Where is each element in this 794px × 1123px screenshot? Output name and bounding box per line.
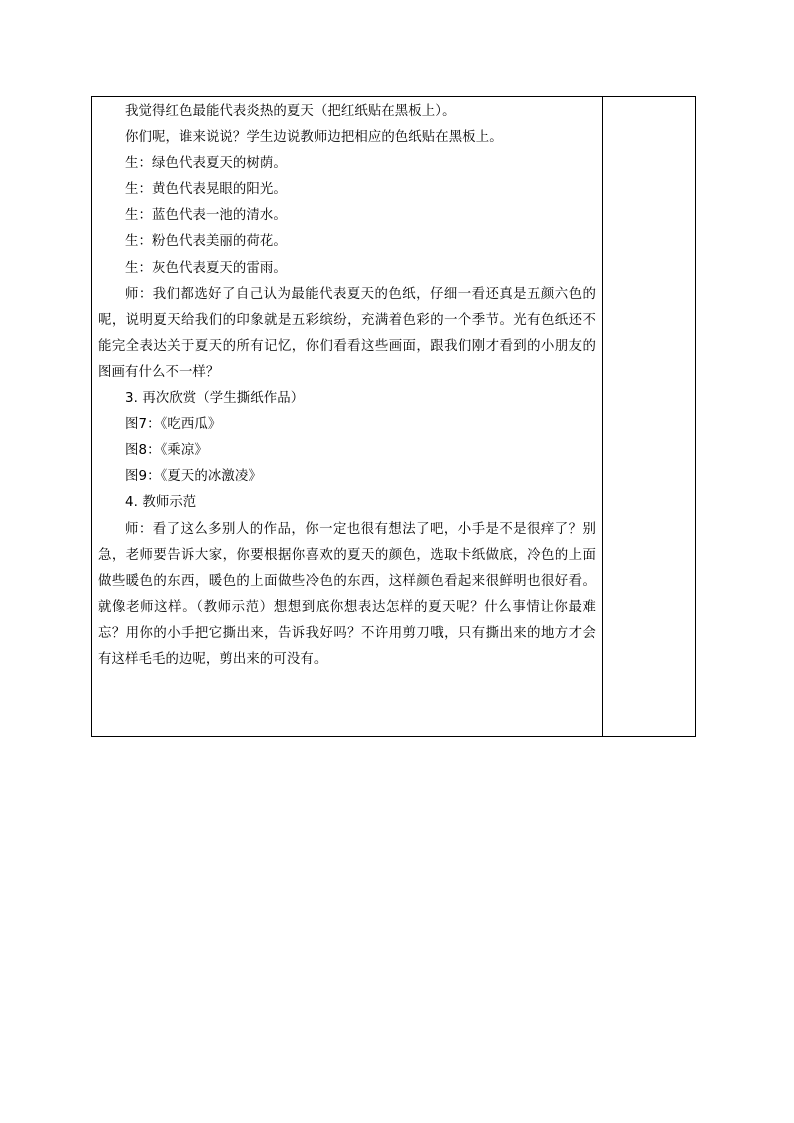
paragraph-student-blue: 生：蓝色代表一池的清水。 xyxy=(125,208,287,224)
figure-caption-8: 图8：《乘凉》 xyxy=(125,443,208,459)
paragraph-who-speaks: 你们呢，谁来说说？学生边说教师边把相应的色纸贴在黑板上。 xyxy=(125,130,503,146)
paragraph-student-gray: 生：灰色代表夏天的雷雨。 xyxy=(125,260,287,276)
figure-caption-7: 图7：《吃西瓜》 xyxy=(125,417,222,433)
paragraph-teacher-demo: 师：看了这么多别人的作品，你一定也很有想法了吧，小手是不是很痒了？别急，老师要告诉大家，你要根据你喜欢的夏天的颜色，选取卡纸做底，冷色的上面做些暖色的东西，暖色的上面做些冷色的东西，这样颜色看起来很鲜明也很好看。就像老师这样。（教师示范）想想到底你想表达怎样的夏天呢？什么事情让你最难忘？用你的小手把它撕出来，告诉我好吗？不许用剪刀哦，只有撕出来的地方才会有这样毛毛的边呢，剪出来的可没有。 xyxy=(98,521,596,667)
figure-caption-9: 图9：《夏天的冰激凌》 xyxy=(125,469,262,485)
paragraph-student-green: 生：绿色代表夏天的树荫。 xyxy=(125,156,287,172)
paragraph-student-pink: 生：粉色代表美丽的荷花。 xyxy=(125,234,287,250)
paragraph-teacher-colors: 师：我们都选好了自己认为最能代表夏天的色纸，仔细一看还真是五颜六色的呢，说明夏天给我们的印象就是五彩缤纷，充满着色彩的一个季节。光有色纸还不能完全表达关于夏天的所有记忆，你们看看这些画面，跟我们刚才看到的小朋友的图画有什么不一样？ xyxy=(98,286,596,380)
paragraph-student-yellow: 生：黄色代表晃眼的阳光。 xyxy=(125,182,287,198)
lesson-content-cell xyxy=(92,97,603,736)
notes-cell xyxy=(603,97,695,736)
lesson-table xyxy=(91,96,696,737)
section-heading-appreciation: 3. 再次欣赏（学生撕纸作品） xyxy=(125,391,305,407)
paragraph-red-summer: 我觉得红色最能代表炎热的夏天（把红纸贴在黑板上）。 xyxy=(125,104,456,119)
section-heading-demo: 4. 教师示范 xyxy=(125,495,197,511)
